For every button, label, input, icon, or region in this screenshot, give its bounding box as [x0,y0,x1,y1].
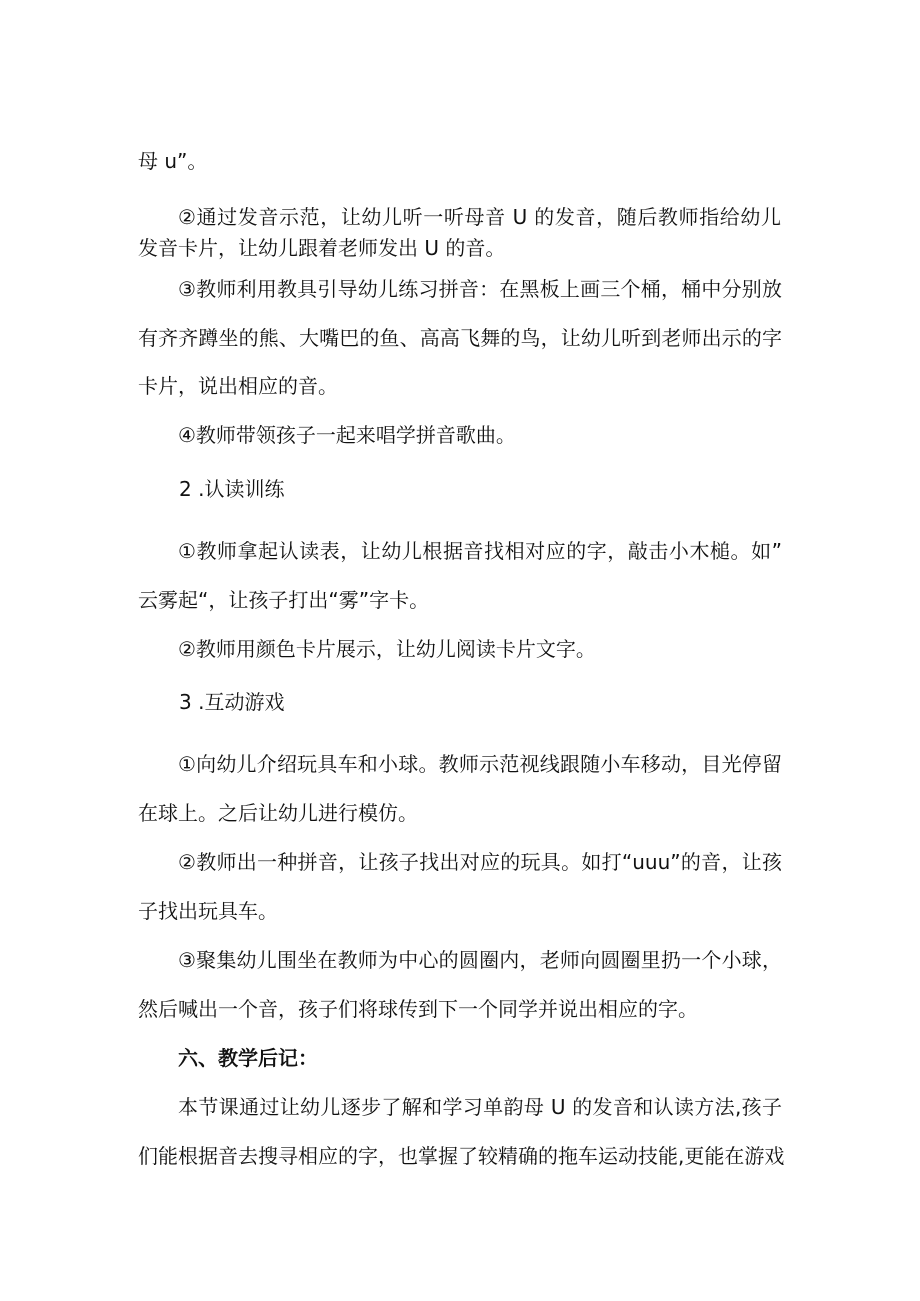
text-line-20: 本节课通过让幼儿逐步了解和学习单韵母 U 的发音和认读方法,孩子 [178,1095,782,1119]
text-line-10: 云雾起“，让孩子打出“雾”字卡。 [138,588,430,612]
text-line-5: 有齐齐蹲坐的熊、大嘴巴的鱼、高高飞舞的鸟，让幼儿听到老师出示的字 [138,326,782,350]
text-line-1: 母 u”。 [138,149,208,173]
text-line-4: ③教师利用教具引导幼儿练习拼音：在黑板上画三个桶，桶中分别放 [178,277,782,301]
text-line-18: 然后喊出一个音，孩子们将球传到下一个同学并说出相应的字。 [138,997,698,1021]
text-line-13: ①向幼儿介绍玩具车和小球。教师示范视线跟随小车移动，目光停留 [178,752,782,776]
text-line-11: ②教师用颜色卡片展示，让幼儿阅读卡片文字。 [178,637,596,661]
text-line-16: 子找出玩具车。 [138,899,278,923]
text-line-9: ①教师拿起认读表，让幼儿根据音找相对应的字，敲击小木槌。如” [178,539,782,563]
section-heading-2: 2 .认读训练 [179,477,285,501]
text-line-6: 卡片，说出相应的音。 [138,374,338,398]
text-line-14: 在球上。之后让幼儿进行模仿。 [138,801,418,825]
section-heading-6: 六、教学后记： [178,1046,318,1070]
section-heading-3: 3 .互动游戏 [179,690,285,714]
text-line-17: ③聚集幼儿围坐在教师为中心的圆圈内，老师向圆圈里扔一个小球， [178,948,782,972]
text-line-7: ④教师带领孩子一起来唱学拼音歌曲。 [178,423,516,447]
text-line-21: 们能根据音去搜寻相应的字，也掌握了较精确的拖车运动技能,更能在游戏 [138,1144,785,1168]
text-line-2: ②通过发音示范，让幼儿听一听母音 U 的发音，随后教师指给幼儿 [178,205,781,229]
text-line-15: ②教师出一种拼音，让孩子找出对应的玩具。如打“uuu”的音，让孩 [178,850,782,874]
text-line-3: 发音卡片，让幼儿跟着老师发出 U 的音。 [138,236,506,260]
